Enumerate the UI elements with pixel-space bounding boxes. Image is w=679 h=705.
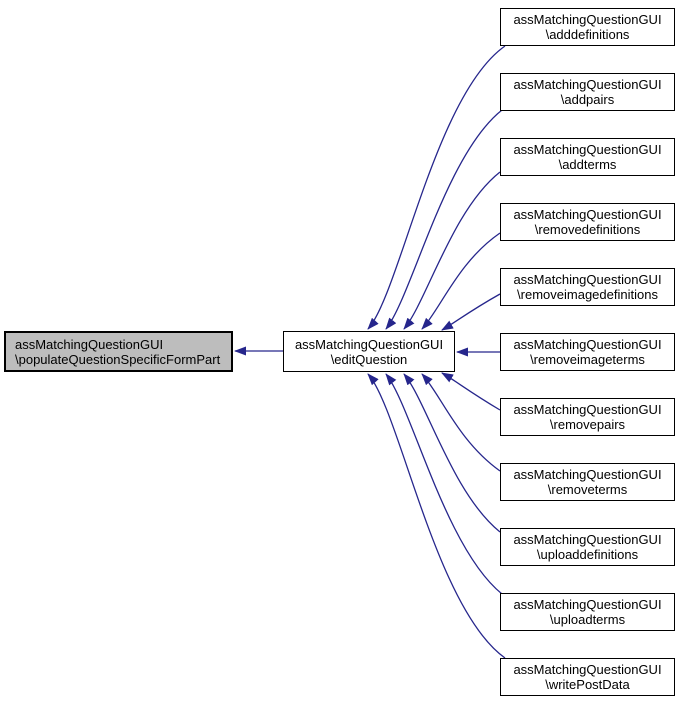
node-removedefinitions[interactable]: [500, 203, 675, 241]
node-method: \addpairs: [560, 92, 615, 107]
node-class: assMatchingQuestionGUI: [513, 272, 662, 287]
node-uploadterms[interactable]: [500, 593, 675, 631]
node-class: assMatchingQuestionGUI: [513, 532, 662, 547]
node-class: assMatchingQuestionGUI: [513, 597, 662, 612]
node-class: assMatchingQuestionGUI: [294, 336, 444, 352]
node-method: \removeterms: [547, 482, 628, 497]
edge-removeimagedefinitions: [442, 294, 500, 330]
edge-removeterms: [422, 374, 500, 471]
node-class: assMatchingQuestionGUI: [15, 336, 164, 352]
node-method: \uploaddefinitions: [536, 547, 639, 562]
node-adddefinitions[interactable]: [500, 8, 675, 46]
node-class: assMatchingQuestionGUI: [513, 12, 662, 27]
node-method: \removeimagedefinitions: [517, 287, 658, 302]
node-method: \removepairs: [549, 417, 626, 432]
node-class: assMatchingQuestionGUI: [513, 337, 662, 352]
node-method: \editQuestion: [330, 351, 408, 367]
node-class: assMatchingQuestionGUI: [513, 467, 662, 482]
node-addpairs[interactable]: [500, 73, 675, 111]
node-method: \populateQuestionSpecificFormPart: [15, 351, 221, 367]
node-class: assMatchingQuestionGUI: [513, 402, 662, 417]
node-method: \adddefinitions: [545, 27, 630, 42]
node-method: \removedefinitions: [534, 222, 641, 237]
node-populate-question-specific-form-part: [4, 331, 233, 372]
edge-uploaddefinitions: [404, 374, 500, 532]
node-removeimagedefinitions[interactable]: [500, 268, 675, 306]
node-removepairs[interactable]: [500, 398, 675, 436]
node-class: assMatchingQuestionGUI: [513, 662, 662, 677]
node-method: \writePostData: [545, 677, 630, 692]
edge-removepairs: [442, 373, 500, 410]
edge-removedefinitions: [422, 233, 500, 329]
node-class: assMatchingQuestionGUI: [513, 207, 662, 222]
node-class: assMatchingQuestionGUI: [513, 77, 662, 92]
node-addterms[interactable]: [500, 138, 675, 176]
edge-addterms: [404, 172, 500, 329]
node-edit-question[interactable]: [283, 331, 455, 372]
node-removeimageterms[interactable]: [500, 333, 675, 371]
node-removeterms[interactable]: [500, 463, 675, 501]
node-writepostdata[interactable]: [500, 658, 675, 696]
node-method: \addterms: [558, 157, 617, 172]
node-class: assMatchingQuestionGUI: [513, 142, 662, 157]
node-method: \uploadterms: [549, 612, 626, 627]
node-uploaddefinitions[interactable]: [500, 528, 675, 566]
node-method: \removeimageterms: [530, 352, 645, 367]
